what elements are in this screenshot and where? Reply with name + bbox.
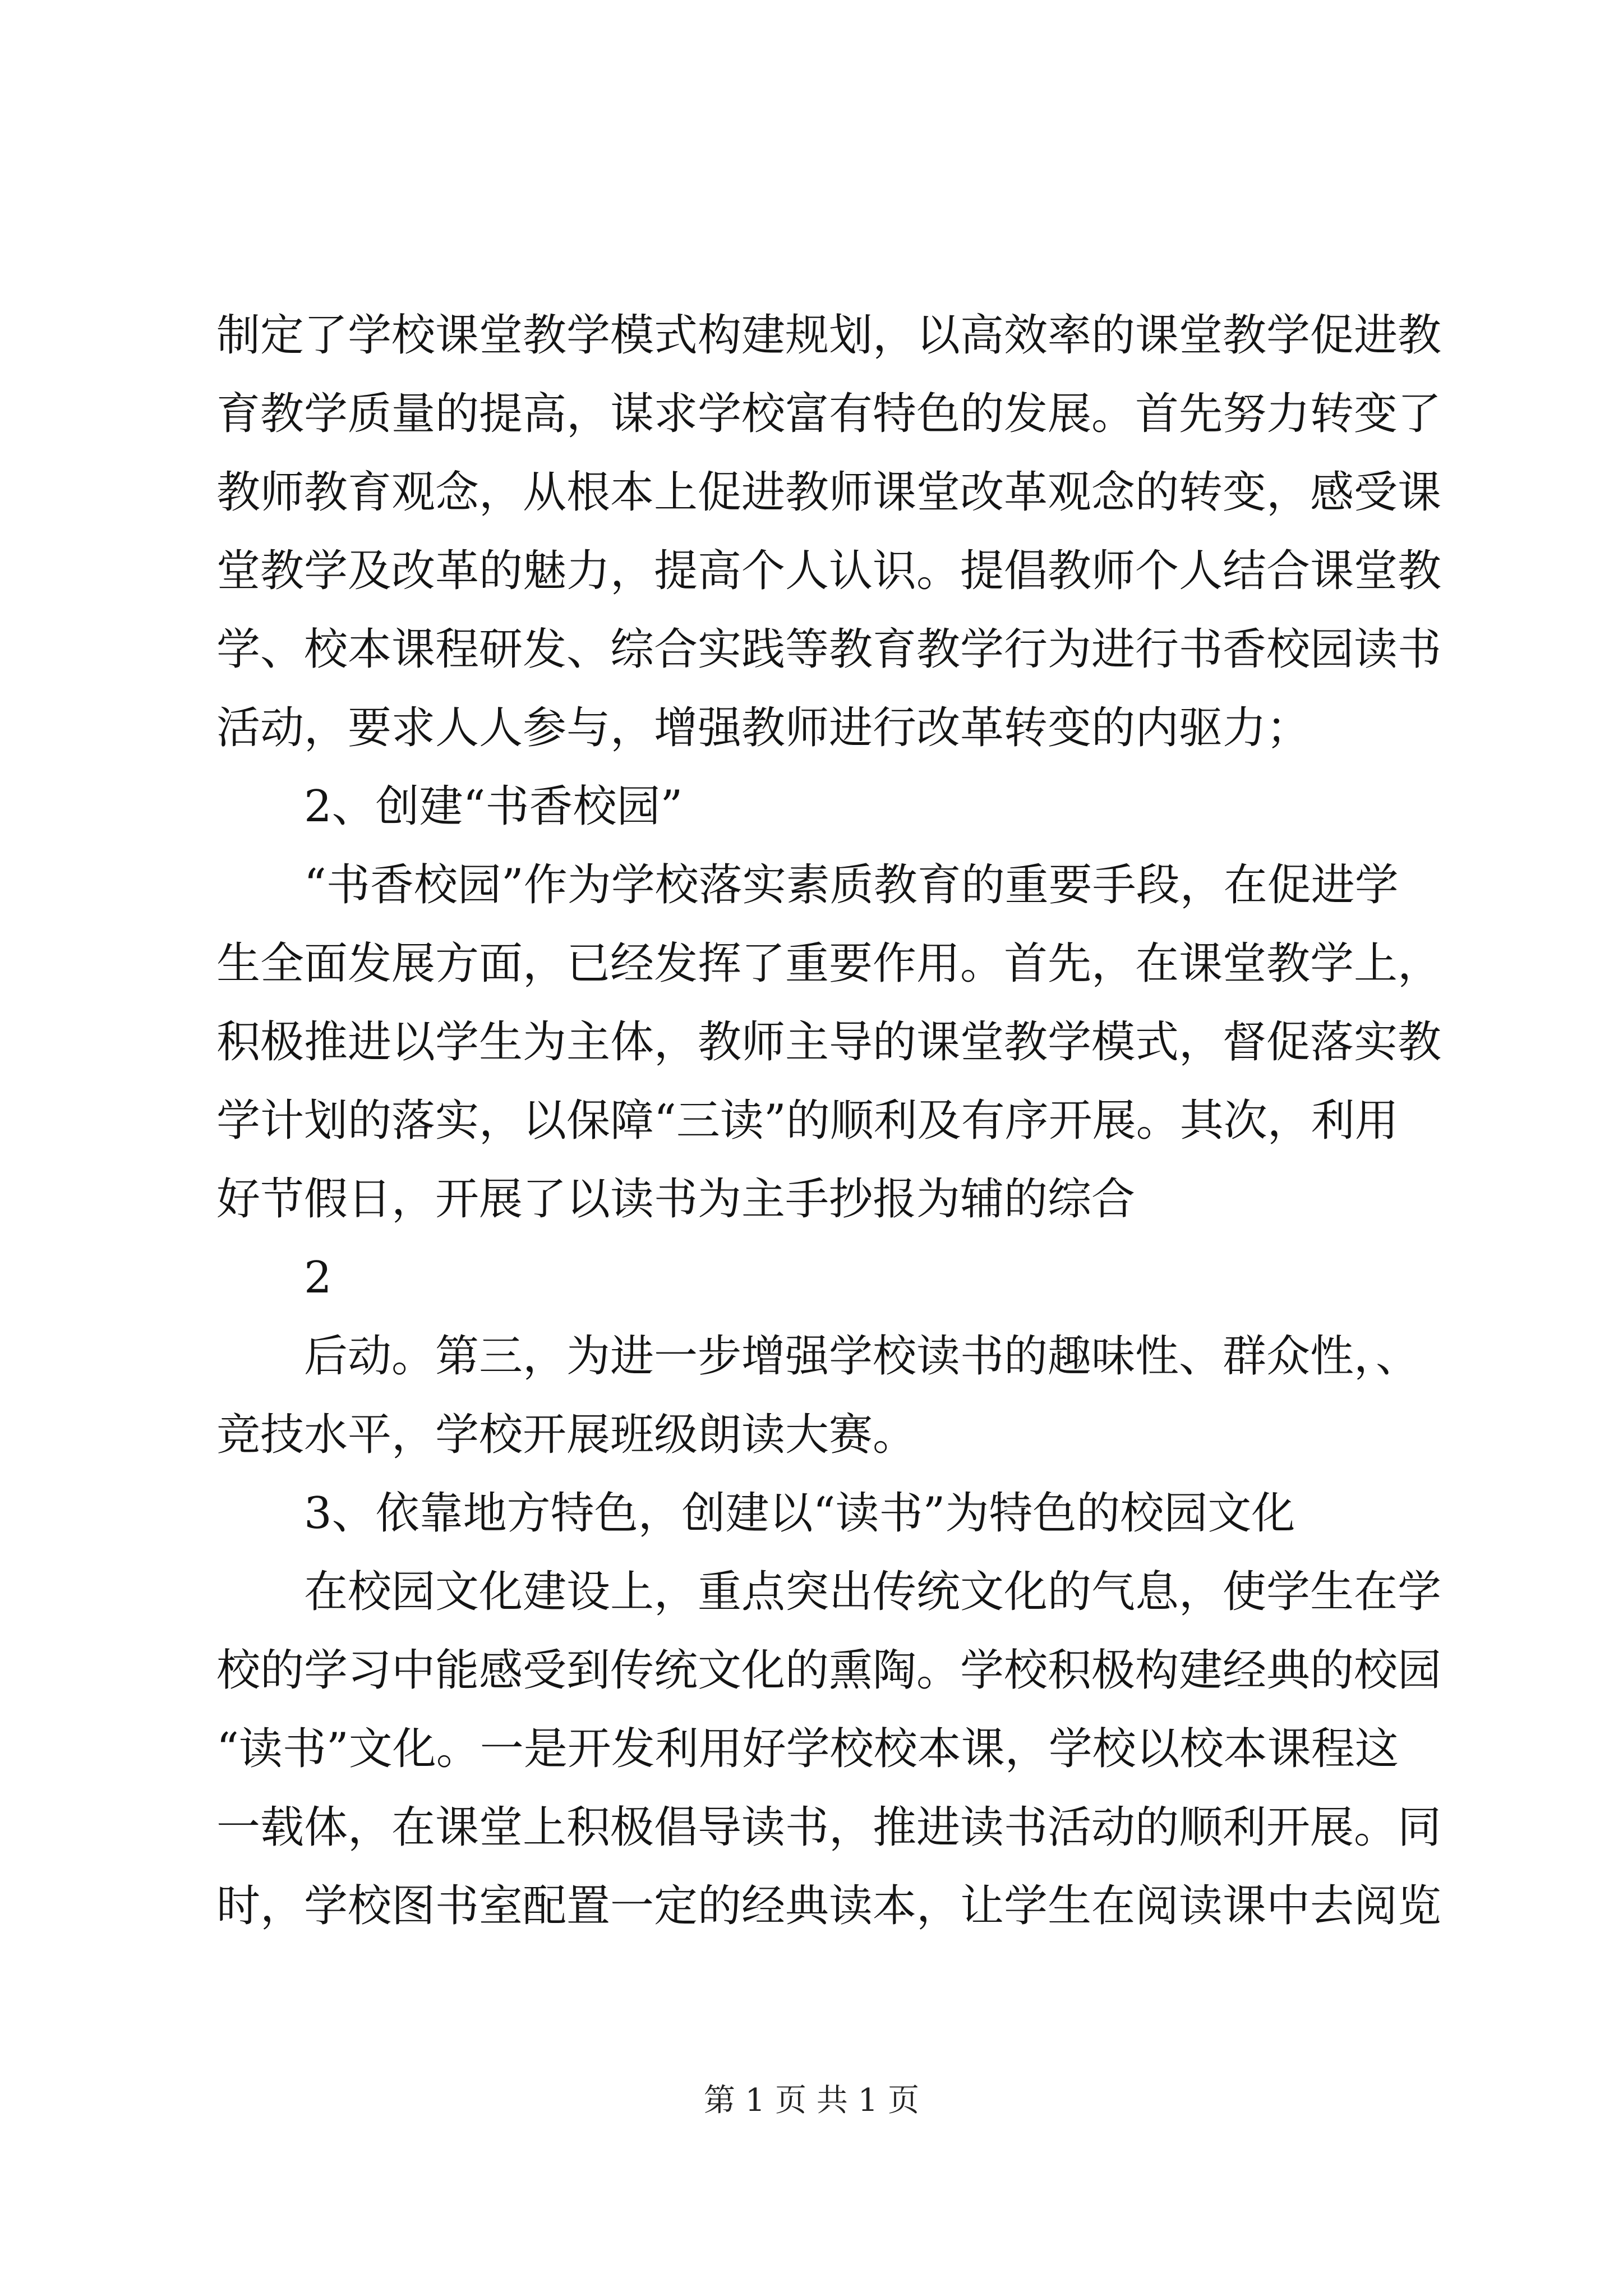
body-line: “读书”文化。一是开发利用好学校校本课，学校以校本课程这 — [216, 1724, 1399, 1774]
section-heading: 2、创建“书香校园” — [304, 781, 683, 832]
body-line: 好节假日，开展了以读书为主手抄报为辅的综合 — [216, 1174, 1136, 1225]
body-line: 积极推进以学生为主体，教师主导的课堂教学模式，督促落实教 — [216, 1017, 1442, 1068]
body-line: 校的学习中能感受到传统文化的熏陶。学校积极构建经典的校园 — [216, 1645, 1442, 1696]
body-line: 学计划的落实，以保障“三读”的顺利及有序开展。其次，利用 — [216, 1096, 1399, 1146]
body-line: 生全面发展方面，已经发挥了重要作用。首先，在课堂教学上， — [216, 938, 1442, 989]
body-line: 教师教育观念，从根本上促进教师课堂改革观念的转变，感受课 — [216, 467, 1442, 518]
body-line: 制定了学校课堂教学模式构建规划，以高效率的课堂教学促进教 — [216, 310, 1442, 361]
body-line: 学、校本课程研发、综合实践等教育教学行为进行书香校园读书 — [216, 624, 1442, 675]
body-line: “书香校园”作为学校落实素质教育的重要手段，在促进学 — [304, 860, 1399, 910]
body-line: 在校园文化建设上，重点突出传统文化的气息，使学生在学 — [304, 1567, 1442, 1617]
section-heading: 3、依靠地方特色，创建以“读书”为特色的校园文化 — [304, 1488, 1295, 1539]
body-line: 堂教学及改革的魅力，提高个人认识。提倡教师个人结合课堂教 — [216, 546, 1442, 596]
inline-page-number: 2 — [304, 1253, 332, 1303]
page-footer: 第 1 页 共 1 页 — [703, 2082, 920, 2119]
body-line: 时，学校图书室配置一定的经典读本，让学生在阅读课中去阅览 — [216, 1881, 1442, 1931]
body-line: 竞技水平，学校开展班级朗读大赛。 — [216, 1410, 917, 1460]
body-line: 活动，要求人人参与，增强教师进行改革转变的内驱力； — [216, 703, 1311, 753]
body-line: 一载体，在课堂上积极倡导读书，推进读书活动的顺利开展。同 — [216, 1802, 1442, 1853]
body-line: 育教学质量的提高，谋求学校富有特色的发展。首先努力转变了 — [216, 389, 1442, 439]
body-line: 后动。第三，为进一步增强学校读书的趣味性、群众性，、 — [304, 1331, 1420, 1382]
